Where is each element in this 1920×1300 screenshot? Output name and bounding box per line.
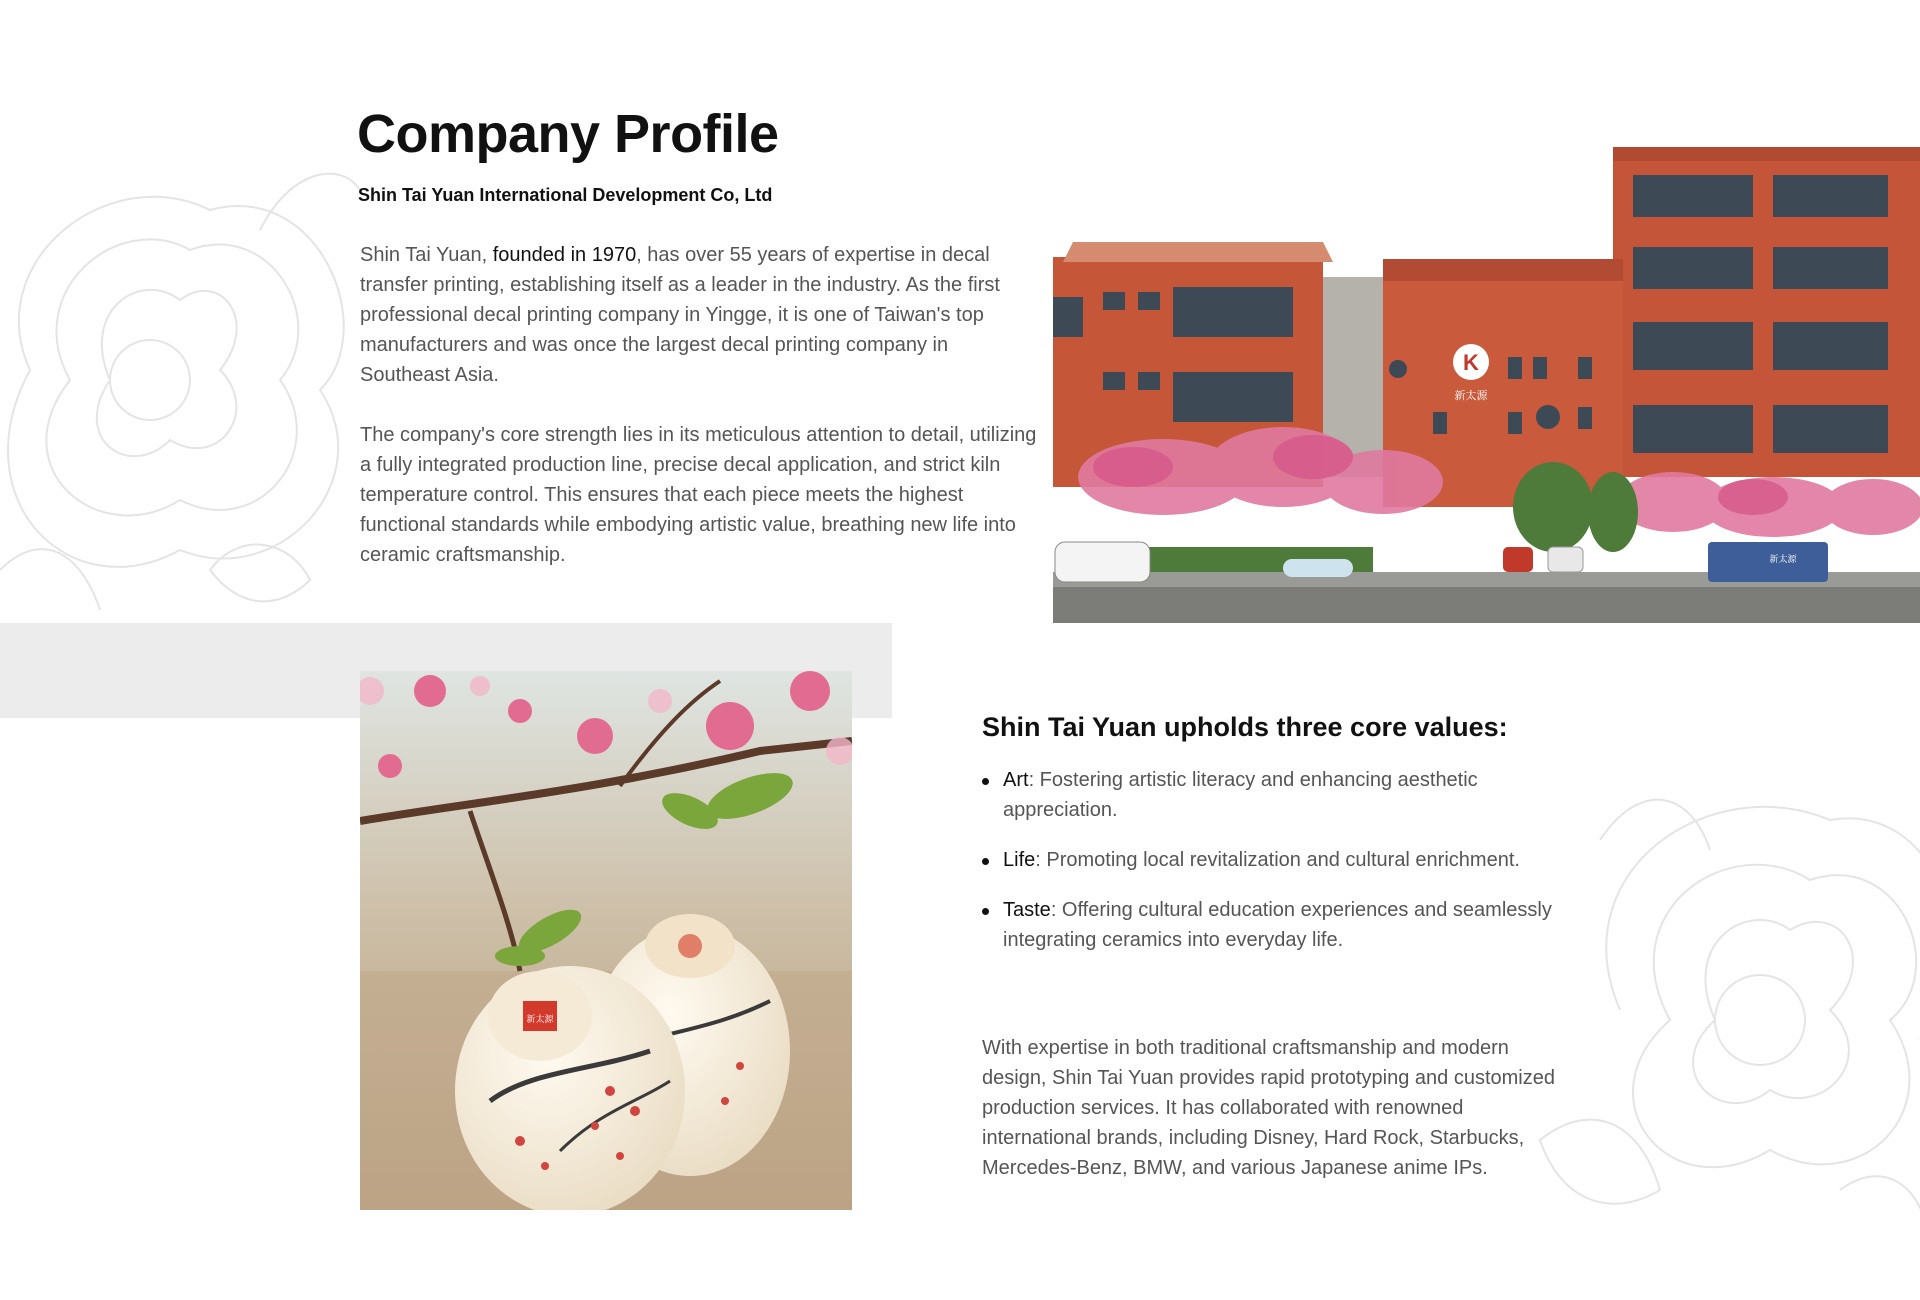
value-item-life: [982, 845, 1562, 875]
intro-paragraph-2: The company's core strength lies in its meticulous attention to detail, utilizing a fully integrated production line, precise decal application, and strict kiln temperature control. This ensures that each piece meets the highest functional standards while embodying artistic value, breathing new life into ceramic craftsmanship.: [360, 424, 1037, 566]
core-values-section: [982, 712, 1562, 975]
sign-letter: K: [1463, 350, 1479, 375]
seal-text: 新太源: [526, 1015, 554, 1025]
delivery-truck: [1708, 542, 1828, 582]
peony-illustration-left: [0, 150, 380, 630]
closing-paragraph: With expertise in both traditional craftsmanship and modern design, Shin Tai Yuan provides rapid prototyping and customized production services. It has collaborated with renowned international brands, including Disney, Hard Rock, Starbucks, Mercedes-Benz, BMW, and various Japanese anime IPs.: [982, 1037, 1555, 1179]
value-description: : Offering cultural education experiences and seamlessly integrating ceramics into everyday life.: [1003, 899, 1552, 951]
value-description: : Promoting local revitalization and cultural enrichment.: [1035, 849, 1520, 871]
factory-building-photo: [1053, 147, 1920, 623]
intro-lead-text: Shin Tai Yuan,: [360, 244, 493, 266]
peony-illustration-right: [1520, 720, 1920, 1300]
founded-highlight: founded in 1970: [492, 244, 637, 266]
core-values-list: [982, 765, 1562, 955]
bullet-icon: [982, 778, 989, 785]
value-item-taste: [982, 895, 1562, 955]
value-item-art: [982, 765, 1562, 825]
value-description: : Fostering artistic literacy and enhancing aesthetic appreciation.: [1003, 769, 1478, 821]
ceramic-cups-photo: [360, 671, 852, 1210]
intro-paragraph-1: [360, 240, 1040, 390]
bullet-icon: [982, 858, 989, 865]
core-values-heading: Shin Tai Yuan upholds three core values:: [982, 712, 1508, 742]
value-term: Taste: [1003, 899, 1051, 921]
truck-text: 新太源: [1769, 555, 1797, 565]
bullet-icon: [982, 908, 989, 915]
sign-text: 新太源: [1454, 389, 1488, 402]
intro-section: [360, 240, 1040, 600]
company-name: Shin Tai Yuan International Development Co, Ltd: [358, 185, 773, 205]
value-term: Art: [1003, 769, 1029, 791]
intro-body-text: , has over 55 years of expertise in decal transfer printing, establishing itself as a leader in the industry. As the first professional decal printing company in Yingge, it is one of Taiwan's top manufacturers and was once the largest decal printing company in Southeast Asia.: [360, 244, 1000, 386]
value-term: Life: [1003, 849, 1036, 871]
page-title: Company Profile: [357, 104, 779, 164]
